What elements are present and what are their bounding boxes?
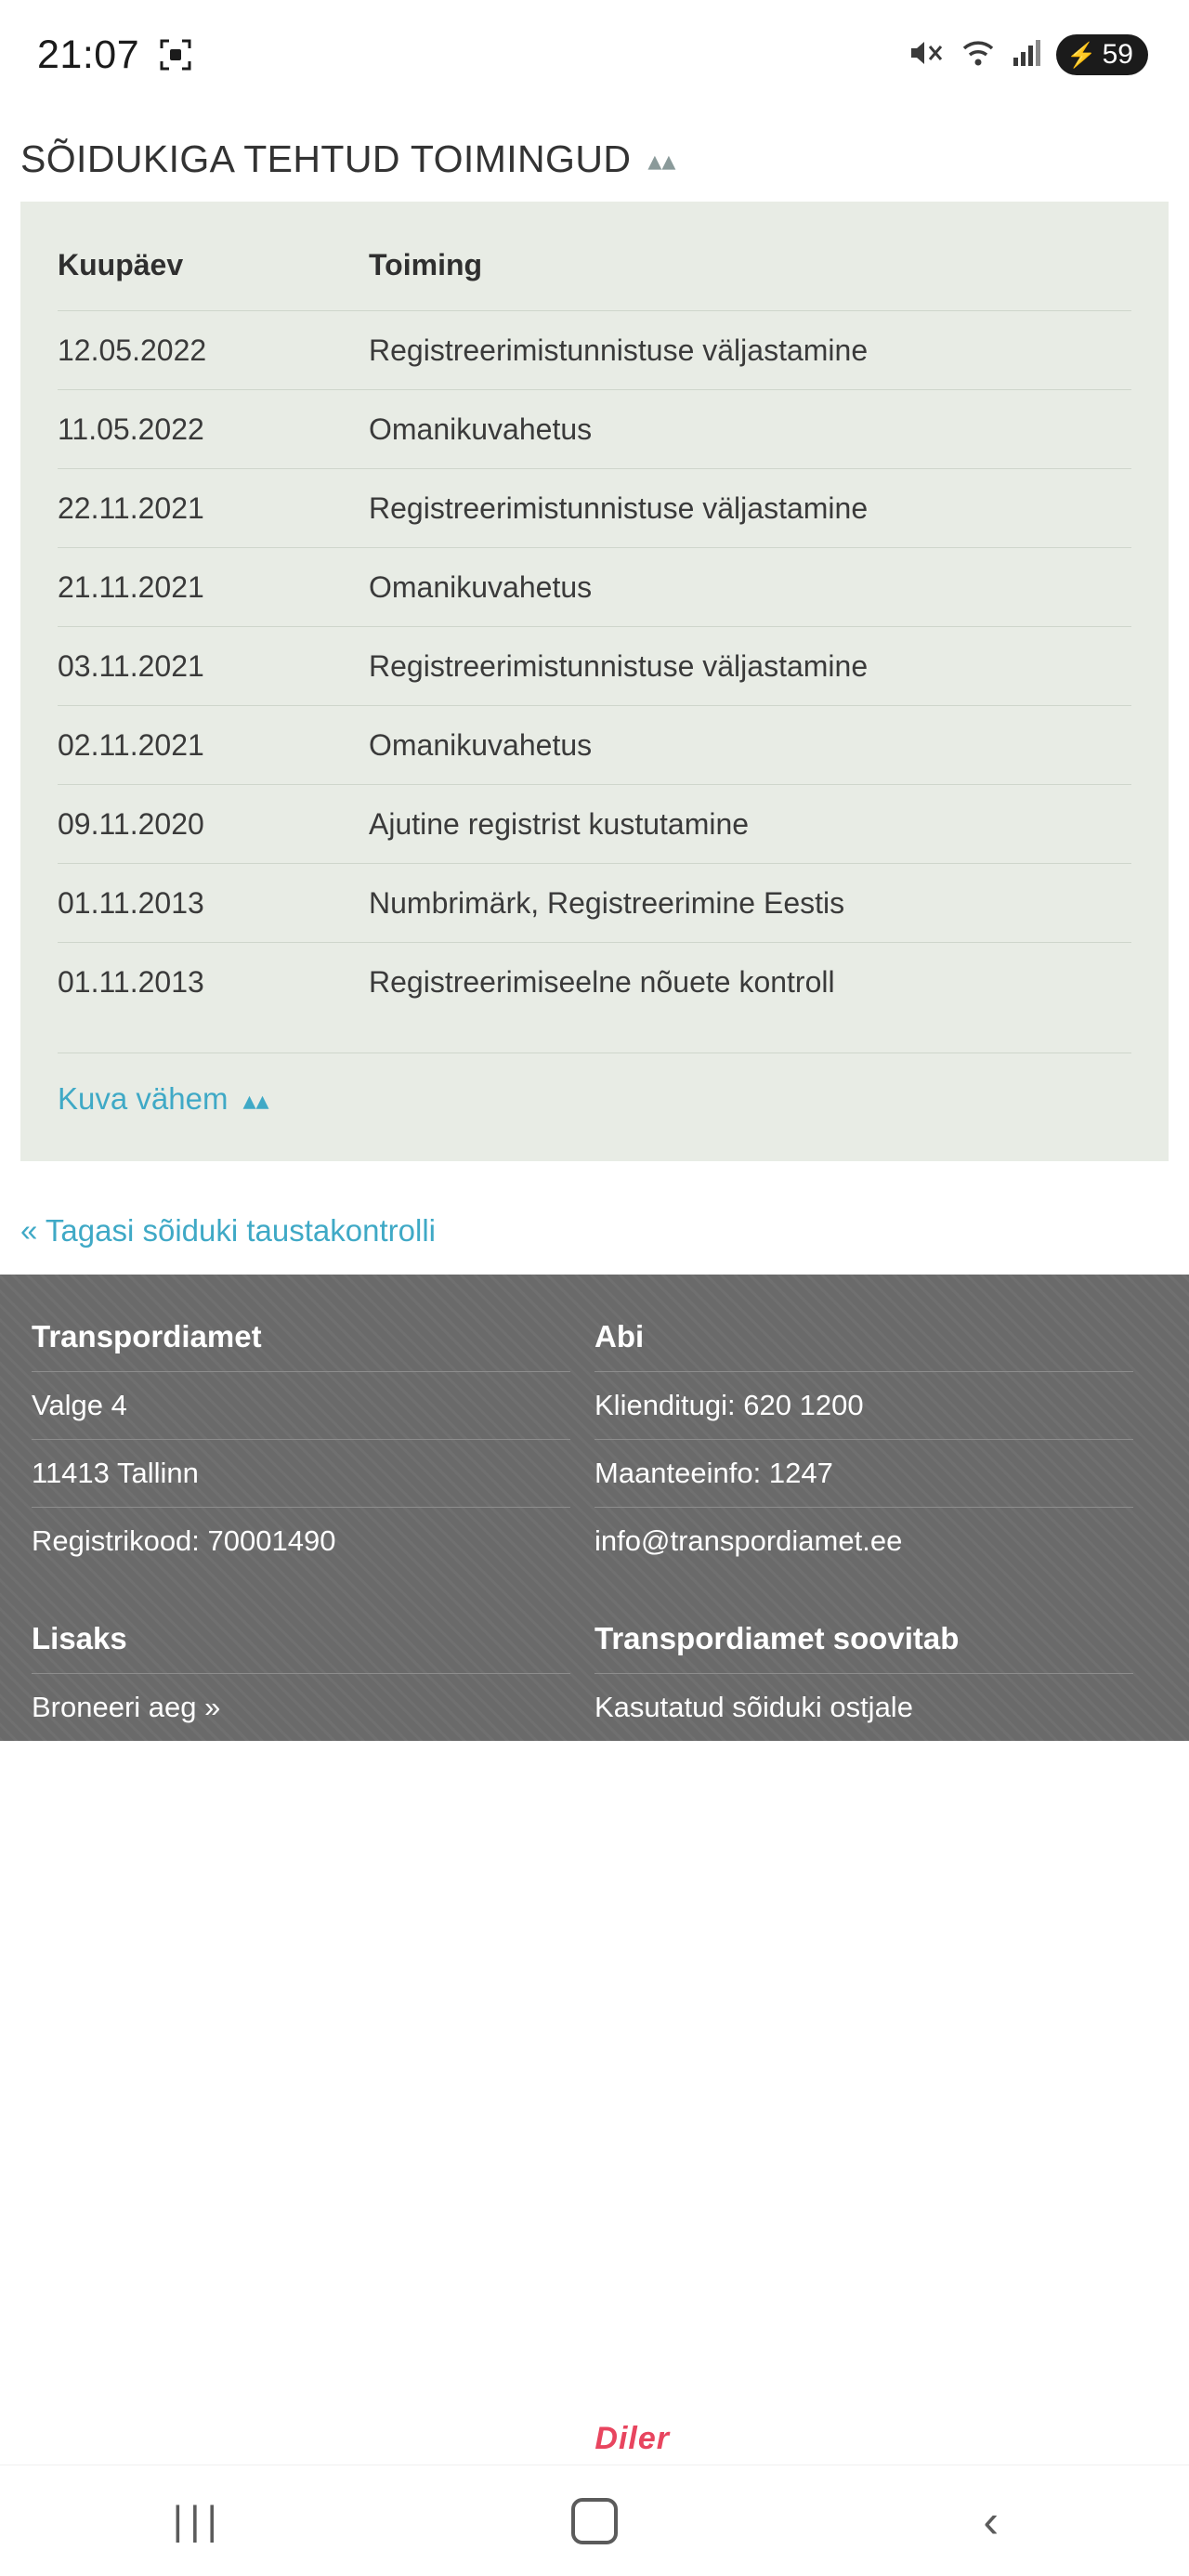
table-row — [58, 548, 1131, 627]
cell-action: Registreerimistunnistuse väljastamine — [369, 469, 1131, 548]
table-row — [58, 390, 1131, 469]
footer-column-transpordiamet — [32, 1306, 594, 1575]
footer-bottom-row — [32, 1608, 1157, 1741]
column-header-date: Kuupäev — [58, 248, 184, 281]
cell-action: Ajutine registrist kustutamine — [369, 785, 1131, 864]
home-square-icon — [571, 2498, 618, 2544]
system-navigation-bar — [0, 2465, 1189, 2576]
table-header-row — [58, 239, 1131, 311]
operations-panel — [20, 202, 1169, 1161]
chevron-up-icon: ▴▴ — [242, 1086, 269, 1115]
cell-date: 03.11.2021 — [58, 627, 369, 706]
cell-action: Registreerimistunnistuse väljastamine — [369, 311, 1131, 390]
battery-level: 59 — [1102, 39, 1133, 70]
status-clock: 21:07 — [37, 32, 140, 77]
cell-date: 01.11.2013 — [58, 864, 369, 943]
cell-action: Omanikuvahetus — [369, 390, 1131, 469]
page-content — [0, 110, 1189, 2465]
cell-action: Registreerimiseelne nõuete kontroll — [369, 943, 1131, 1022]
footer-column-title: Lisaks — [32, 1621, 127, 1655]
screenshot-icon — [160, 39, 191, 71]
cell-action: Omanikuvahetus — [369, 706, 1131, 785]
footer-column-soovitab — [594, 1608, 1157, 1741]
table-row — [58, 943, 1131, 1022]
operations-table — [58, 239, 1131, 1021]
show-less-button[interactable] — [58, 1053, 1131, 1117]
back-link[interactable]: « Tagasi sõiduki taustakontrolli — [20, 1213, 436, 1248]
footer-row: Valge 4 — [32, 1371, 570, 1439]
table-row — [58, 706, 1131, 785]
table-row — [58, 864, 1131, 943]
cell-date: 21.11.2021 — [58, 548, 369, 627]
cell-action: Omanikuvahetus — [369, 548, 1131, 627]
battery-charging-icon: ⚡ — [1066, 41, 1097, 69]
watermark-part-1: Auto — [518, 2421, 595, 2456]
wifi-icon — [960, 37, 997, 73]
cell-date: 11.05.2022 — [58, 390, 369, 469]
status-bar-right — [908, 34, 1148, 75]
home-button[interactable] — [539, 2498, 650, 2544]
table-row — [58, 627, 1131, 706]
signal-bars-icon — [1012, 37, 1041, 73]
watermark-part-2: Diler — [594, 2421, 670, 2456]
column-header-action: Toiming — [369, 248, 483, 281]
footer-column-abi — [594, 1306, 1157, 1575]
cell-date: 02.11.2021 — [58, 706, 369, 785]
recents-button[interactable]: ||| — [172, 2497, 224, 2543]
footer-row: Maanteeinfo: 1247 — [594, 1439, 1133, 1507]
cell-date: 22.11.2021 — [58, 469, 369, 548]
site-footer — [0, 1275, 1189, 1741]
battery-indicator — [1056, 34, 1148, 75]
cell-date: 01.11.2013 — [58, 943, 369, 1022]
footer-row: Registrikood: 70001490 — [32, 1507, 570, 1575]
footer-column-title: Transpordiamet — [32, 1319, 262, 1353]
show-less-label: Kuva vähem — [58, 1081, 229, 1116]
table-header — [58, 239, 1131, 311]
back-button[interactable]: ‹ — [983, 2494, 999, 2547]
cell-date: 12.05.2022 — [58, 311, 369, 390]
footer-row-link[interactable]: Broneeri aeg » — [32, 1673, 570, 1741]
status-bar-left — [37, 33, 191, 78]
table-row — [58, 469, 1131, 548]
cell-action: Numbrimärk, Registreerimine Eestis — [369, 864, 1131, 943]
footer-row-link[interactable]: Kasutatud sõiduki ostjale — [594, 1673, 1133, 1741]
cell-date: 09.11.2020 — [58, 785, 369, 864]
table-body — [58, 311, 1131, 1022]
footer-top-row — [32, 1306, 1157, 1575]
footer-row: Klienditugi: 620 1200 — [594, 1371, 1133, 1439]
footer-row: 11413 Tallinn — [32, 1439, 570, 1507]
status-bar — [0, 0, 1189, 110]
footer-column-title: Transpordiamet soovitab — [594, 1621, 960, 1655]
table-row — [58, 785, 1131, 864]
footer-row-email[interactable]: info@transpordiamet.ee — [594, 1507, 1133, 1575]
watermark — [0, 2421, 1189, 2457]
page-title-text: SÕIDUKIGA TEHTUD TOIMINGUD — [20, 137, 632, 180]
footer-column-title: Abi — [594, 1319, 645, 1353]
footer-column-lisaks — [32, 1608, 594, 1741]
table-row — [58, 311, 1131, 390]
mute-icon — [908, 37, 945, 73]
page-title — [0, 110, 1189, 202]
chevron-up-icon[interactable]: ▴▴ — [647, 145, 676, 177]
cell-action: Registreerimistunnistuse väljastamine — [369, 627, 1131, 706]
